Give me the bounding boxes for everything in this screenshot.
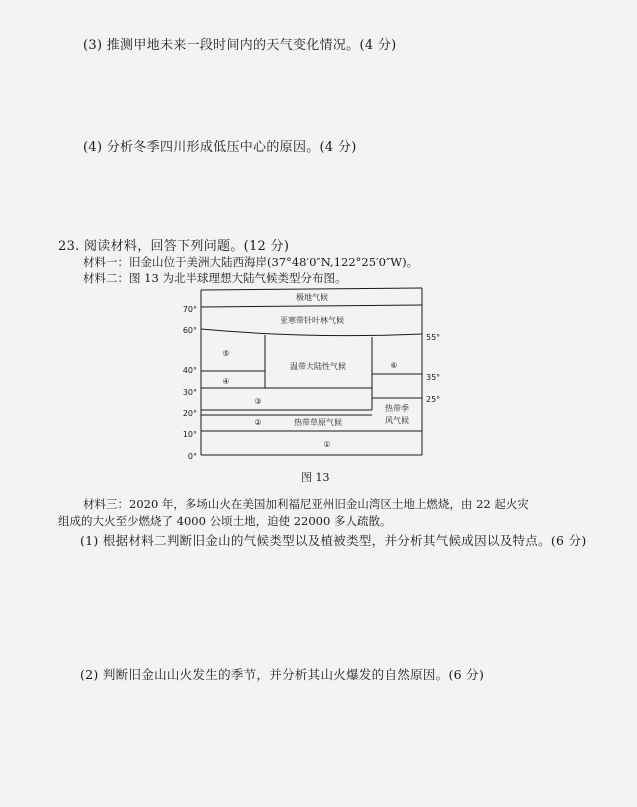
right-tick-25: 25° bbox=[426, 395, 441, 404]
question-22-3: (3) 推测甲地未来一段时间内的天气变化情况。(4 分) bbox=[83, 38, 397, 53]
left-tick-30: 30° bbox=[182, 388, 197, 397]
zone-temperate-continental: 温带大陆性气候 bbox=[290, 362, 346, 371]
material-3-line1: 材料三：2020 年，多场山火在美国加利福尼亚州旧金山湾区土地上燃烧，由 22 起火灾 bbox=[83, 497, 529, 511]
material-2: 材料二：图 13 为北半球理想大陆气候类型分布图。 bbox=[83, 271, 347, 285]
zone-2: ② bbox=[254, 418, 262, 427]
question-22-4: (4) 分析冬季四川形成低压中心的原因。(4 分) bbox=[83, 140, 357, 155]
zone-tropical-grassland: 热带草原气候 bbox=[294, 418, 342, 427]
zone-3: ③ bbox=[254, 397, 262, 406]
left-tick-60: 60° bbox=[182, 326, 197, 335]
right-tick-55: 55° bbox=[426, 333, 441, 342]
left-tick-20: 20° bbox=[182, 409, 197, 418]
zone-4: ④ bbox=[222, 377, 230, 386]
left-tick-10: 10° bbox=[182, 430, 197, 439]
zone-subarctic: 亚寒带针叶林气候 bbox=[280, 316, 344, 325]
zone-tropical-monsoon-line2: 风气候 bbox=[385, 416, 409, 425]
question-23-title: 23. 阅读材料，回答下列问题。(12 分) bbox=[58, 239, 290, 254]
zone-tropical-monsoon-line1: 热带季 bbox=[385, 404, 409, 413]
question-23-2: (2) 判断旧金山山火发生的季节，并分析其山火爆发的自然原因。(6 分) bbox=[80, 667, 485, 682]
zone-5: ⑤ bbox=[222, 349, 230, 358]
right-tick-35: 35° bbox=[426, 373, 441, 382]
material-3-line2: 组成的大火至少燃烧了 4000 公顷土地，迫使 22000 多人疏散。 bbox=[58, 514, 392, 528]
question-23-1: (1) 根据材料二判断旧金山的气候类型以及植被类型，并分析其气候成因以及特点。(6 分) bbox=[80, 533, 587, 548]
zone-1: ① bbox=[323, 440, 331, 449]
climate-distribution-diagram bbox=[170, 283, 460, 483]
material-1: 材料一：旧金山位于美洲大陆西海岸(37°48′0″N,122°25′0″W)。 bbox=[83, 255, 419, 269]
figure-caption: 图 13 bbox=[301, 471, 330, 484]
zone-polar: 极地气候 bbox=[296, 293, 328, 302]
left-tick-70: 70° bbox=[182, 305, 197, 314]
left-tick-0: 0° bbox=[187, 452, 197, 461]
zone-6: ⑥ bbox=[390, 361, 398, 370]
left-tick-40: 40° bbox=[182, 366, 197, 375]
